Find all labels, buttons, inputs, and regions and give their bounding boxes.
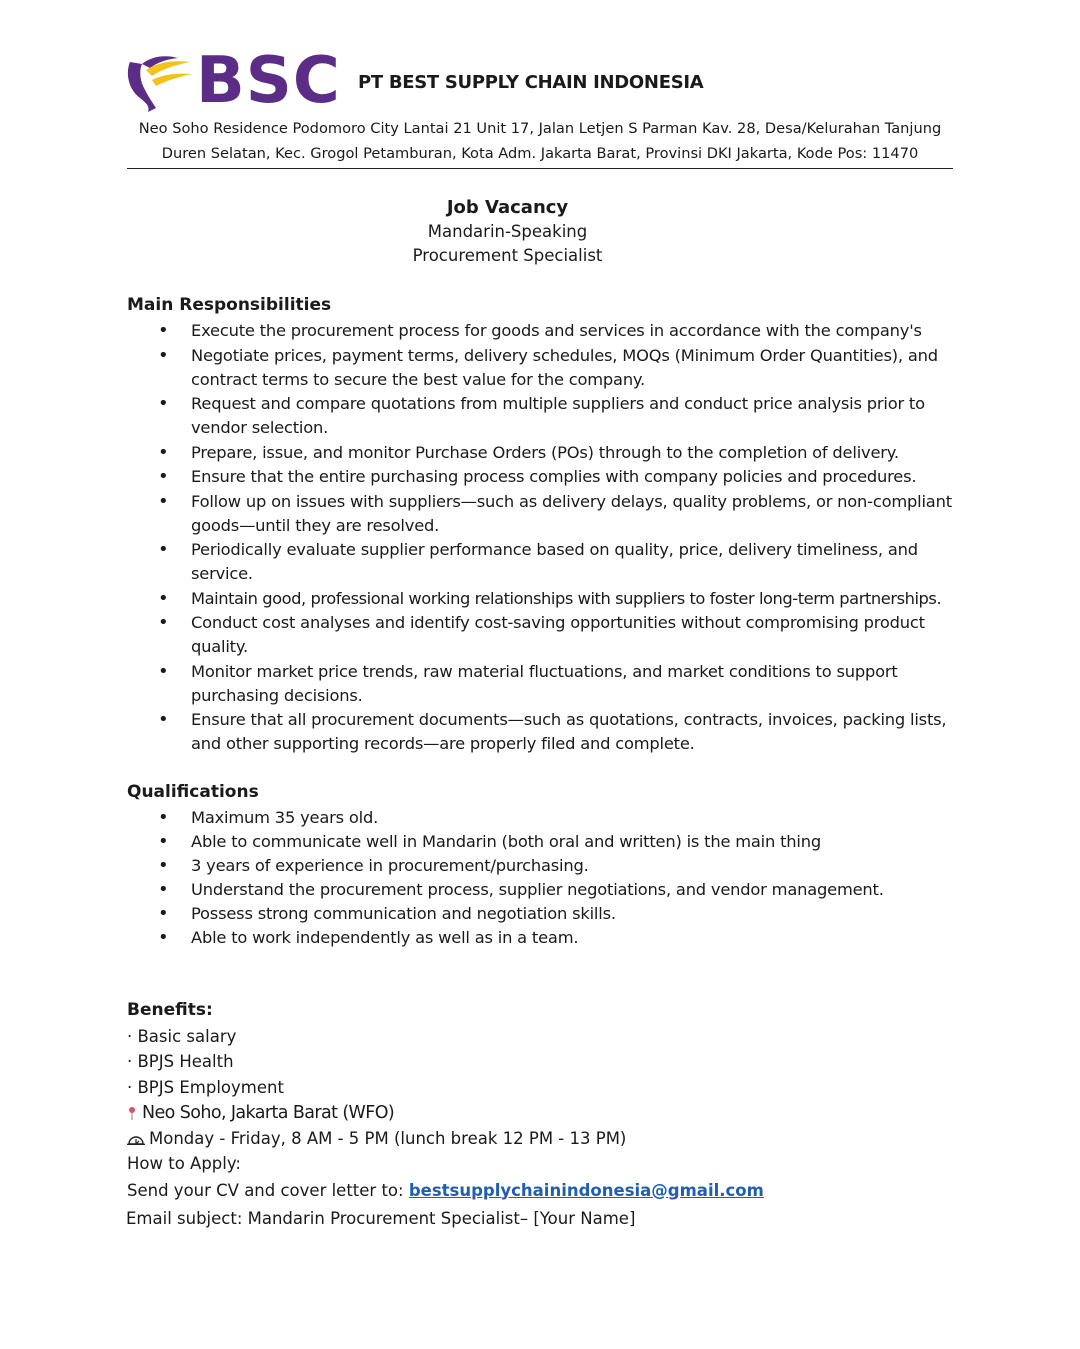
list-item: • Monitor market price trends, raw material fluctuations, and market conditions to support purchasing decisions.	[127, 660, 957, 708]
list-item: • Conduct cost analyses and identify cost-saving opportunities without compromising product quality.	[127, 611, 957, 659]
company-address	[127, 116, 953, 166]
responsibilities-heading: Main Responsibilities	[127, 295, 332, 315]
vacancy-title-block	[310, 196, 705, 268]
list-item: • Ensure that all procurement documents—such as quotations, contracts, invoices, packing lists, and other supporting records—are properly filed and complete.	[127, 708, 957, 756]
bsc-logo-text: BSC	[196, 44, 341, 118]
how-to-apply-heading: How to Apply:	[127, 1154, 241, 1173]
clock-icon	[127, 1133, 145, 1145]
list-item: • Request and compare quotations from multiple suppliers and conduct price analysis prior to vendor selection.	[127, 392, 957, 440]
working-hours: Monday - Friday, 8 AM - 5 PM (lunch break 12 PM - 13 PM)	[149, 1128, 627, 1148]
work-location: Neo Soho, Jakarta Barat (WFO)	[142, 1103, 395, 1123]
location-row	[127, 1100, 957, 1126]
address-line-1: Neo Soho Residence Podomoro City Lantai 21 Unit 17, Jalan Letjen S Parman Kav. 28, Desa/Kelurahan Tanjung	[138, 120, 942, 137]
qualifications-heading: Qualifications	[127, 782, 259, 802]
list-item: • Maximum 35 years old.	[127, 806, 957, 830]
bsc-logo	[122, 40, 352, 118]
list-item: • Negotiate prices, payment terms, delivery schedules, MOQs (Minimum Order Quantities), and contract terms to secure the best value for the company.	[127, 344, 957, 392]
benefit-item: · Basic salary	[127, 1026, 237, 1046]
list-item: • Periodically evaluate supplier performance based on quality, price, delivery timeliness, and service.	[127, 538, 957, 586]
email-subject: Email subject: Mandarin Procurement Specialist– [Your Name]	[126, 1208, 636, 1228]
address-line-2: Duren Selatan, Kec. Grogol Petamburan, Kota Adm. Jakarta Barat, Provinsi DKI Jakarta, Kode Pos: 11470	[161, 145, 919, 162]
list-item: • Ensure that the entire purchasing process complies with company policies and procedures.	[127, 465, 957, 489]
vacancy-title-line-1: Mandarin-Speaking	[427, 222, 588, 241]
send-cv-label: Send your CV and cover letter to:	[127, 1180, 409, 1200]
location-pin-icon	[127, 1106, 137, 1120]
benefits-heading: Benefits:	[127, 1000, 213, 1020]
list-item: • Follow up on issues with suppliers—such as delivery delays, quality problems, or non-compliant goods—until they are resolved.	[127, 490, 957, 538]
list-item: • Able to work independently as well as in a team.	[127, 926, 957, 950]
qualifications-list	[127, 806, 957, 950]
benefit-item: · BPJS Employment	[127, 1077, 284, 1097]
responsibilities-list	[127, 319, 957, 757]
list-item: • Able to communicate well in Mandarin (both oral and written) is the main thing	[127, 830, 957, 854]
vacancy-heading: Job Vacancy	[446, 197, 569, 218]
send-cv-row	[127, 1177, 957, 1205]
list-item: • 3 years of experience in procurement/purchasing.	[127, 854, 957, 878]
list-item: • Execute the procurement process for goods and services in accordance with the company's	[127, 319, 957, 343]
email-link[interactable]: bestsupplychainindonesia@gmail.com	[408, 1180, 764, 1200]
header-divider	[127, 168, 953, 169]
company-name: PT BEST SUPPLY CHAIN INDONESIA	[358, 72, 704, 93]
list-item: • Prepare, issue, and monitor Purchase Orders (POs) through to the completion of delivery.	[127, 441, 957, 465]
list-item: • Possess strong communication and negotiation skills.	[127, 902, 957, 926]
list-item: • Maintain good, professional working relationships with suppliers to foster long-term partnerships.	[127, 587, 957, 611]
bsc-logo-mark-icon	[128, 56, 192, 112]
benefit-item: · BPJS Health	[127, 1052, 234, 1071]
vacancy-title-line-2: Procurement Specialist	[412, 246, 603, 265]
benefits-section	[127, 998, 957, 1233]
hours-row	[127, 1126, 957, 1152]
list-item: • Understand the procurement process, supplier negotiations, and vendor management.	[127, 878, 957, 902]
